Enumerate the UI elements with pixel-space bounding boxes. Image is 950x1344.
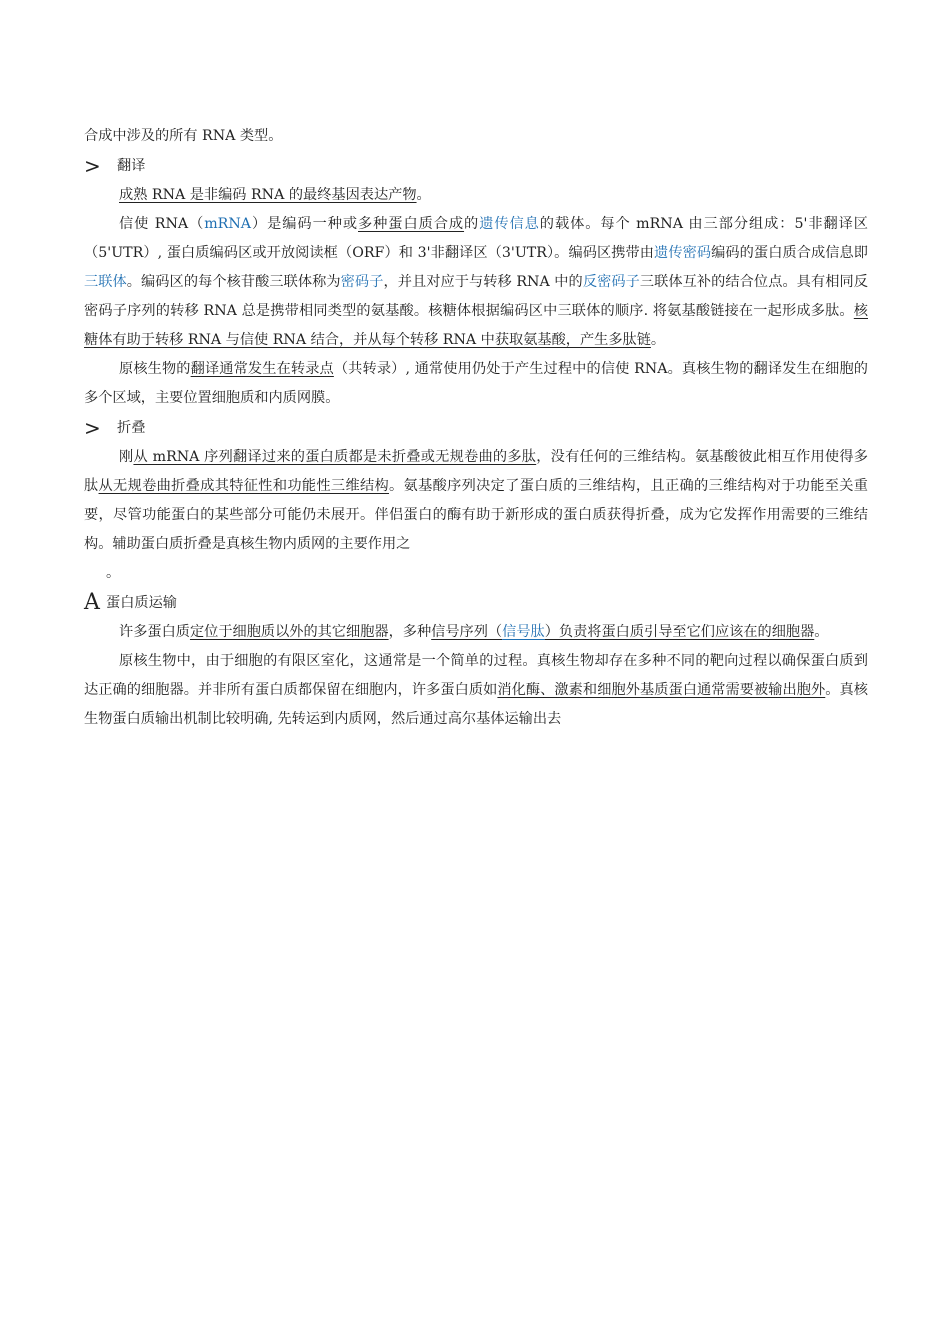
chevron-right-icon: >: [84, 154, 101, 178]
text-run: 的: [464, 216, 480, 232]
text-run: 编码的蛋白质合成信息即: [711, 245, 868, 261]
link-triplet[interactable]: 三联体: [84, 274, 127, 290]
text-run: 。: [416, 187, 431, 203]
text-run: 信使 RNA（: [119, 216, 205, 232]
paragraph: [84, 443, 868, 559]
bullet-marker: A: [84, 590, 100, 615]
paragraph: [84, 647, 868, 734]
paragraph: [84, 355, 868, 413]
section-title: 蛋白质运输: [106, 594, 177, 611]
link-anticodon[interactable]: 反密码子: [582, 274, 640, 290]
chevron-right-icon: >: [84, 416, 101, 440]
link-genetic-code[interactable]: 遗传密码: [654, 245, 712, 261]
text-run: ，多种: [388, 624, 432, 640]
text-run: 许多蛋白质: [119, 624, 190, 640]
section-title: 折叠: [117, 419, 146, 436]
underlined-text: 从 mRNA 序列翻译过来的蛋白质都是未折叠或无规卷曲的多肽: [133, 449, 537, 465]
text-run: ，并且对应于与转移 RNA 中的: [383, 274, 583, 290]
intro-tail-text: 合成中涉及的所有 RNA 类型。: [84, 128, 283, 144]
underlined-text: ）负责将蛋白质引导至它们应该在的细胞器: [544, 624, 815, 640]
underlined-text: 消化酶、激素和细胞外基质蛋白通常需要被输出胞外: [497, 682, 826, 698]
text-run: ，没有任何的三维结构。氨基酸彼此相互作用使得多肽: [84, 449, 868, 494]
document-page: [84, 122, 868, 734]
text-run: 三联体互补的结合位点。具有相同反密码子序列的转移 RNA 总是携带相同类型的氨基酸。核糖体根据编码区中三联体的顺序. 将氨基酸链接在一起形成多肽。: [84, 274, 868, 319]
trailing-period: 。: [106, 565, 121, 581]
section-heading-translation: [84, 151, 868, 181]
link-codon[interactable]: 密码子: [340, 274, 384, 290]
underlined-text: 定位于细胞质以外的其它细胞器: [189, 624, 389, 640]
text-run: （共转录）, 通常使用仍处于产生过程中的信使 RNA。真核生物的翻译发生在细胞的多个区域，主要位置细胞质和内质网膜。: [84, 361, 868, 406]
link-signal-peptide[interactable]: 信号肽: [502, 624, 545, 640]
section-title: 翻译: [117, 157, 146, 174]
link-mrna[interactable]: mRNA: [204, 216, 252, 232]
paragraph: [84, 210, 868, 355]
underlined-text: 信号序列（: [431, 624, 503, 640]
text-run: 的载体。每个 mRNA 由三部分组成：5'非翻译区（5'UTR）, 蛋白质编码区或开放阅读框（ORF）和 3'非翻译区（3'UTR）。编码区携带由: [84, 216, 868, 261]
underlined-text: 核糖体有助于转移 RNA 与信使 RNA 结合，并从每个转移 RNA 中获取氨基酸，产生多肽链: [84, 303, 868, 348]
paragraph: [84, 618, 868, 647]
underlined-text: 多种蛋白质合成: [358, 216, 465, 232]
underlined-text: 从无规卷曲折叠成其特征性和功能性三维结构: [98, 478, 390, 494]
link-genetic-info[interactable]: 遗传信息: [479, 216, 540, 232]
underlined-text: 成熟 RNA 是非编码 RNA 的最终基因表达产物: [119, 187, 417, 203]
text-run: 。氨基酸序列决定了蛋白质的三维结构，且正确的三维结构对于功能至关重要，尽管功能蛋白的某些部分可能仍未展开。伴侣蛋白的酶有助于新形成的蛋白质获得折叠，成为它发挥作用需要的三维结构。辅助蛋白质折叠是真核生物内质网的主要作用之: [84, 478, 868, 552]
section-heading-folding: [84, 413, 868, 443]
text-run: 。编码区的每个核苷酸三联体称为: [126, 274, 341, 290]
text-run: 。: [814, 624, 829, 640]
text-run: 刚: [119, 449, 134, 465]
underlined-text: 翻译通常发生在转录点: [190, 361, 334, 377]
section-heading-transport: [84, 588, 868, 618]
text-run: 。: [650, 332, 666, 348]
text-run: 。真核生物蛋白质输出机制比较明确, 先转运到内质网，然后通过高尔基体运输出去: [84, 682, 868, 727]
text-run: ）是编码一种或: [251, 216, 359, 232]
paragraph: [84, 181, 868, 210]
text-run: 原核生物中，由于细胞的有限区室化，这通常是一个简单的过程。真核生物却存在多种不同的靶向过程以确保蛋白质到达正确的细胞器。并非所有蛋白质都保留在细胞内，许多蛋白质如: [84, 653, 868, 698]
text-run: 原核生物的: [119, 361, 191, 377]
